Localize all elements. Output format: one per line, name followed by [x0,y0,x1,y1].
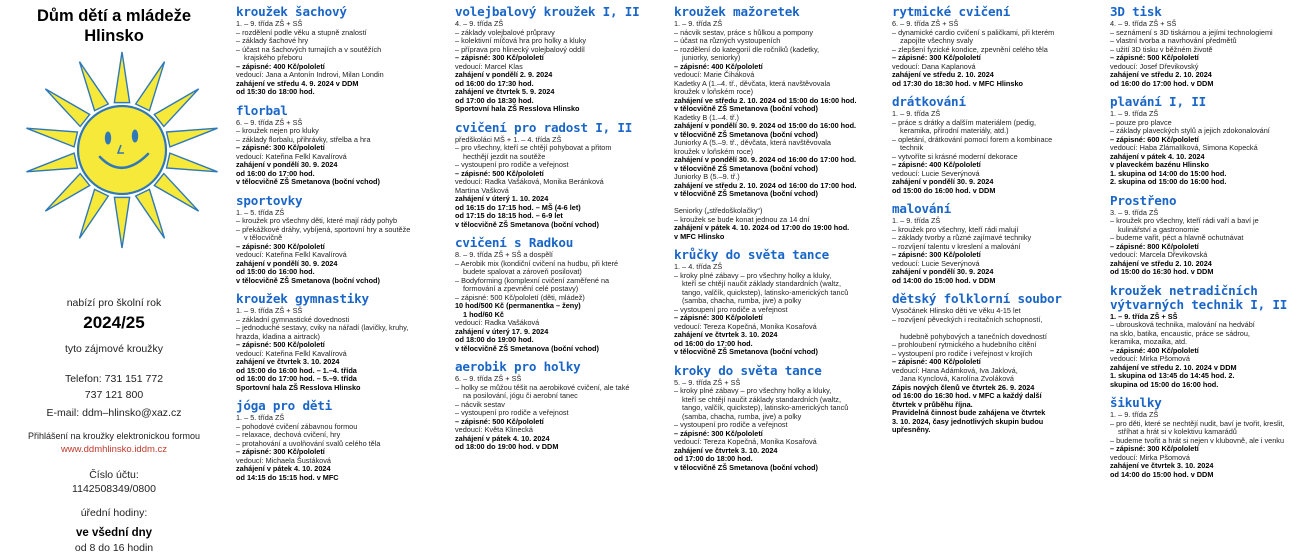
course-detail-line: vedoucí: Květa Klinecká [455,425,533,434]
sun-logo-icon [8,46,220,262]
phone-number-2: 737 121 800 [84,389,144,401]
course-detail-line: – opletání, drátkování pomocí forem a kombinace [892,134,1053,144]
course-detail-line: hudebně pohybových a tanečních dovedností [900,331,1047,341]
course-block [674,364,886,473]
left-info-panel [0,0,228,560]
course-detail-highlight: zahájení ve středu 2. 10. 2024 od 16:00 do 17:00 hod. [674,180,857,190]
course-detail-highlight: od 18:00 do 19:00 hod. v DDM [455,442,559,451]
course-detail-line: – základy volejbalové průpravy [455,27,555,37]
course-block [455,121,668,230]
course-title: aerobik pro holky [455,359,581,374]
course-detail-highlight: zahájení ve středu 4. 9. 2024 v DDM [236,78,359,88]
course-title: drátkování [892,94,966,109]
program-column-5 [1110,5,1310,557]
course-detail-highlight: skupina od 15:00 do 16:00 hod. [1110,379,1219,389]
course-detail-line: Vysočánek Hlinsko děti ve věku 4-15 let [892,306,1021,315]
school-year-label: nabízí pro školní rok [66,297,162,309]
course-detail-line: – holky se můžou těšit na aerobikové cvičení, ale také [455,382,630,392]
course-detail-line: tango, valčík, quickstep), latinsko-amerických tanců [682,287,849,297]
course-detail-highlight: 1. – 9. třída ZŠ + SŠ [1110,311,1178,321]
sun-ray [79,62,108,111]
organization-title-line-2: Hlinsko [84,27,144,45]
course-detail-line: – pro děti, které se nechtějí nudit, baví je tvořit, kreslit, [1110,418,1285,428]
course-detail-highlight: v MFC Hlinsko [674,231,725,241]
course-detail-highlight: v tělocvičně ZŠ Smetanova (boční vchod) [674,163,818,173]
course-detail-highlight: Sportovní hala ZŠ Resslova Hlinsko [455,104,580,113]
course-detail-line: – základy šachové hry [236,36,309,45]
account-label: Číslo účtu: [89,469,139,481]
course-detail-line: – rozdělení do kategorií dle ročníků (kadetky, [674,44,820,54]
course-detail-line: 5. – 9. třída ZŠ + SŠ [674,377,741,387]
course-detail-line: stříhat a hrát si v kolektivu kamarádů [1118,427,1237,436]
course-detail-highlight: v tělocvičně ZŠ Smetanova (boční vchod) [674,347,818,356]
course-detail-highlight: od 16:00 do 17:30 hod. [455,78,534,88]
course-detail-highlight: zahájení v pátek 4. 10. 2024 [236,464,331,473]
course-detail-line: – základní gymnastické dovednosti [236,314,350,324]
course-detail-line: – nácvik sestav [455,399,505,409]
course-detail-highlight: zahájení ve středu 2. 10. 2024 od 15:00 do 16:00 hod. [674,95,857,105]
course-detail-highlight: od 14:00 do 15:00 hod. v DDM [892,275,996,285]
course-block [674,5,886,241]
course-detail-line: – budeme tvořit a hrát si nejen v klubovně, ale i venku [1110,435,1285,445]
course-detail-line: 1. – 9. třída ZŠ [674,19,723,28]
course-detail-line: – Bodyforming (komplexní cvičení zaměřené na [455,275,610,285]
sun-ray [166,153,217,172]
sun-ray [79,189,108,238]
course-detail-highlight: od 17:30 do 18:30 hod. v MFC Hlinsko [892,78,1023,88]
website-link[interactable]: www.ddmhlinsko.iddm.cz [60,444,168,455]
course-detail-line: 4. – 9. třída ZŠ + SŠ [1110,19,1177,28]
course-detail-line: Juniorky A (5.–9. tř., děvčata, která navštěvovala [674,138,831,147]
course-title: kroužek gymnastiky [236,291,369,306]
course-detail-highlight: – zápisné: 500 Kč/pololetí [236,340,325,349]
course-detail-highlight: od 15:00 do 16:00 hod. – 1.–4. třída [236,365,357,375]
course-detail-line: (samba, chacha, rumba, jive) a polky [682,411,802,421]
course-detail-highlight: – zápisné: 400 Kč/pololetí [1110,345,1199,355]
course-detail-highlight: zahájení v pondělí 30. 9. 2024 [892,267,994,276]
organization-title-line-1: Dům dětí a mládeže [36,7,192,25]
course-detail-line: Jana Kynclová, Karolína Zvoláková [900,374,1014,383]
course-detail-line: keramika, přírodní materiály, atd.) [900,126,1009,135]
sun-ray [45,174,89,212]
course-detail-highlight: – zápisné: 300 Kč/pololetí [674,428,763,438]
email-address: E-mail: ddm–hlinsko@xaz.cz [46,407,182,419]
course-detail-line: – vystoupení pro rodiče a veřejnost [674,304,788,314]
course-detail-highlight: – zápisné: 400 Kč/pololetí [892,357,981,366]
course-detail-highlight: v plaveckém bazénu Hlinsko [1110,160,1209,169]
course-detail-highlight: 10 hod/500 Kč (permanentka – ženy) [455,301,581,310]
course-detail-highlight: čtvrtek v průběhu října. [892,399,973,409]
course-detail-line: – vystoupení pro rodiče i veřejnost v krojích [892,348,1033,358]
course-detail-highlight: zahájení v pondělí 30. 9. 2024 od 16:00 do 17:00 hod. [674,155,857,164]
course-detail-highlight: od 16:15 do 17:15 hod. – MŠ (4-6 let) [455,202,581,212]
course-detail-line: Kadetky B (1.–4. tř.) [674,112,739,122]
course-detail-highlight: od 16:00 do 17:00 hod. [674,338,753,348]
school-year: 2024/25 [83,313,145,332]
phone-number-1: Telefon: 731 151 772 [64,373,164,385]
course-detail-highlight: 1 hod/60 Kč [463,309,504,319]
course-title: šikulky [1110,395,1162,410]
course-block [236,104,448,187]
office-hours-days: ve všední dny [75,527,153,539]
course-title: kroky do světa tance [674,362,822,378]
course-detail-line: vedoucí: Kateřina Felkl Kavalírová [236,250,347,259]
course-detail-highlight: v tělocvičně ZŠ Smetanova (boční vchod) [236,275,380,285]
course-detail-highlight: Zápis nových členů ve čtvrtek 26. 9. 2024 [892,382,1035,392]
course-block [236,194,448,286]
course-detail-line: vedoucí: Haba Zlámalíková, Simona Kopecká [1110,143,1258,152]
course-title: volejbalový kroužek I, II [455,5,640,19]
course-detail-highlight: zahájení ve čtvrtek 5. 9. 2024 [455,87,555,96]
course-detail-line: vedoucí: Jana a Antonín Indrovi, Milan Londin [236,70,384,79]
course-title: cvičení s Radkou [455,235,574,250]
course-detail-line: vedoucí: Hana Adámková, Iva Jaklová, [892,365,1018,375]
course-detail-line: kroužek v loňském roce) [674,146,754,156]
course-detail-line: technik [900,143,924,152]
course-detail-highlight: od 14:00 do 15:00 hod. v DDM [1110,469,1214,479]
course-detail-line: hrazda, kladina a airtrack) [236,331,320,341]
course-detail-line: – pouze pro plavce [1110,117,1172,127]
course-detail-highlight: zahájení v pondělí 30. 9. 2024 [236,258,338,268]
course-detail-highlight: – zápisné: 300 Kč/pololetí [236,143,325,152]
course-detail-line: na sklo, batika, encaustic, práce se sádrou, [1110,328,1250,338]
course-detail-highlight: v tělocvičně ZŠ Smetanova (boční vchod) [455,219,599,229]
course-detail-highlight: – zápisné: 300 Kč/pololetí [674,313,763,322]
course-detail-line: vedoucí: Mirka Pšomová [1110,452,1190,462]
course-detail-line: vedoucí: Marie Čiháková [674,70,755,79]
course-detail-highlight: od 15:00 do 16:00 hod. v DDM [892,185,996,195]
course-detail-highlight: zahájení ve čtvrtek 3. 10. 2024 [236,357,340,366]
course-detail-highlight: zahájení ve čtvrtek 3. 10. 2024 [1110,461,1214,470]
course-detail-highlight: zahájení v pátek 4. 10. 2024 [1110,151,1205,161]
course-block [1110,95,1310,187]
course-detail-line: – Aerobik mix (kondiční cvičení na hudbu, při které [455,258,619,268]
course-detail-line: – rozvíjení talentu v kreslení a malování [892,241,1021,251]
course-detail-line: – zápisné: 500 Kč/pololetí (děti, mládež) [455,292,585,302]
course-detail-line: – zlepšení fyzické kondice, zpevnění celého těla [892,44,1048,54]
program-column-2 [455,5,668,557]
course-detail-line: – rozdělení podle věku a stupně znalostí [236,27,367,37]
course-detail-line: kteří se chtějí naučit základy standardních (waltz, [682,394,841,404]
course-detail-line: – užití 3D tisku v běžném životě [1110,44,1213,54]
course-title: kroužek netradičních výtvarných technik I, II [1110,282,1288,312]
course-detail-line: – budeme vařit, péct a hlavně ochutnávat [1110,233,1244,242]
course-detail-highlight: – zápisné: 500 Kč/pololetí [455,168,544,178]
course-detail-highlight: – zápisné: 500 Kč/pololetí [1110,53,1199,62]
course-detail-highlight: zahájení v pondělí 30. 9. 2024 od 15:00 do 16:00 hod. [674,121,857,130]
course-detail-highlight: od 18:00 do 19:00 hod. [455,335,534,344]
course-detail-line: – kroužek nejen pro kluky [236,126,319,135]
organization-title [0,6,228,46]
course-detail-highlight: zahájení v pondělí 2. 9. 2024 [455,70,553,79]
course-detail-highlight: – zápisné: 300 Kč/pololetí [455,53,544,62]
course-detail-line: vedoucí: Kateřina Felkl Kavalírová [236,151,347,161]
course-title: krůčky do světa tance [674,247,830,262]
course-detail-highlight: – zápisné: 300 Kč/pololetí [892,250,981,259]
course-block [236,399,448,482]
course-title: florbal [236,102,288,118]
course-detail-line: – kroužek pro všechny, kteří rádi malují [892,224,1019,234]
course-detail-line: 1. – 9. třída ZŠ + SŠ [236,19,303,28]
course-detail-line: vedoucí: Dana Kaplanová [892,61,976,71]
course-block [1110,194,1310,277]
program-column-4 [892,5,1104,557]
course-block [1110,284,1310,390]
course-detail-line: – kroky plné zábavy – pro všechny holky a kluky, [674,270,832,280]
course-detail-line: 3. – 9. třída ZŠ [1110,207,1159,217]
course-block [892,292,1104,435]
course-detail-line: 1. – 5. třída ZŠ [236,413,285,422]
course-detail-line: vedoucí: Josef Dřevikovský [1110,61,1199,71]
course-detail-line: vedoucí: Kateřina Felkl Kavalírová [236,348,347,358]
course-detail-line: budete spalovat a zároveň posilovat) [463,267,582,276]
course-block [1110,5,1310,88]
account-number: 1142508349/0800 [72,483,156,495]
course-detail-line: – vlastní tvorba a navrhování předmětů [1110,36,1237,45]
course-detail-line: 6. – 9. třída ZŠ + SŠ [236,117,303,127]
course-detail-highlight: od 16:00 do 17:00 hod. v DDM [1110,78,1214,88]
course-detail-line: – nácvik sestav, práce s hůlkou a pompony [674,27,813,37]
course-detail-highlight: zahájení ve středu 2. 10. 2024 v DDM [1110,362,1237,372]
course-block [892,95,1104,195]
course-detail-highlight: – zápisné: 300 Kč/pololetí [892,53,981,62]
course-detail-line: (samba, chacha, rumba, jive) a polky [682,296,802,305]
course-detail-line: vedoucí: Lucie Severýnová [892,168,980,178]
course-detail-line: juniorky, seniorky) [682,53,741,62]
course-detail-line: 1. – 9. třída ZŠ [1110,109,1159,118]
course-detail-line: vedoucí: Radka Vašáková, Monika Beránková [455,177,604,186]
online-registration-note: Přihlášení na kroužky elektronickou formou [27,431,201,441]
course-detail-line: 1. – 4. třída ZŠ [674,262,723,271]
course-detail-line: – prohloubení rytmického a hudebního cítění [892,340,1037,349]
course-detail-line: – kroky plné zábavy – pro všechny holky a kluky, [674,386,832,395]
course-detail-line: – účast na šachových turnajích a v soutěžích [236,44,382,54]
course-title: Prostřeno [1110,192,1177,208]
sun-eye-left [105,132,111,145]
course-detail-line: – vystoupení pro rodiče a veřejnost [455,160,569,169]
course-detail-highlight: – zápisné: 300 Kč/pololetí [236,241,325,251]
course-detail-line: vedoucí: Marcela Dřevikovská [1110,250,1208,259]
course-title: rytmické cvičení [892,5,1011,19]
course-detail-line: Seniorky („středoškolačky“) [674,206,763,215]
course-detail-line: vedoucí: Mirka Pšomová [1110,354,1190,363]
course-detail-highlight: v tělocvičně ZŠ Smetanova (boční vchod) [674,462,818,472]
course-detail-line: – vytvoříte si krásné moderní dekorace [892,151,1018,161]
course-detail-line: kroužek v loňském roce) [674,87,754,96]
course-detail-line: – seznámení s 3D tiskárnou a jejími technologiemi [1110,27,1273,37]
course-detail-highlight: od 17:00 do 18:00 hod. [674,454,753,463]
sun-ray [166,128,217,147]
course-detail-highlight: 1. skupina od 14:00 do 15:00 hod. [1110,168,1227,178]
course-detail-line: – dynamické cardio cvičení s paličkami, při kterém [892,27,1055,37]
course-detail-line: keramika, mozaika, atd. [1110,337,1188,346]
course-detail-highlight: zahájení ve středu 2. 10. 2024 [1110,258,1212,268]
course-detail-line: – pohodové cvičení zábavnou formou [236,421,358,431]
course-detail-line: hecthějí jezdit na soutěže [463,151,546,161]
course-block [892,5,1104,88]
offer-text: tyto zájmové kroužky [64,343,164,355]
course-detail-line: – účast na různých vystoupeních [674,36,781,45]
course-title: cvičení pro radost I, II [455,119,633,135]
course-block [455,360,668,452]
course-detail-line: vedoucí: Marcel Klas [455,61,523,71]
course-detail-highlight: 1. skupina od 13:45 do 14:45 hod. 2. [1110,371,1235,380]
office-hours-time: od 8 do 16 hodin [74,542,154,554]
sun-ray [154,89,198,127]
sun-ray [154,174,198,212]
course-title: 3D tisk [1110,5,1162,19]
sun-ray [136,62,165,111]
course-detail-line: – základy florbalu, přihrávky, střelba a hra [236,134,371,144]
course-detail-line: Martina Vašková [455,185,509,195]
course-detail-highlight: od 14:15 do 15:15 hod. v MFC [236,472,339,482]
course-detail-line: tango, valčík, quickstep), latinsko-amerických tanců [682,403,849,412]
course-detail-highlight: od 16:00 do 16:30 hod. v MFC a každý další [892,391,1042,400]
course-detail-highlight: od 15:00 do 16:00 hod. [236,267,315,276]
course-block [1110,396,1310,479]
course-detail-line: – relaxace, dechová cvičení, hry [236,430,341,439]
course-detail-line: – kroužek se bude konat jednou za 14 dní [674,214,810,224]
course-detail-highlight: – zápisné: 800 Kč/pololetí [1110,241,1199,251]
course-detail-line: zapojíte všechny svaly [900,36,974,45]
course-detail-line: vedoucí: Tereza Kopečná, Monika Kosařová [674,321,817,331]
sun-ray [26,153,77,172]
course-detail-highlight: zahájení ve středu 2. 10. 2024 [892,70,994,79]
course-detail-highlight: od 15:30 do 18:00 hod. [236,87,315,96]
course-detail-line: 1. – 9. třída ZŠ [1110,410,1159,419]
program-column-3 [674,5,886,557]
course-detail-highlight: upřesněny. [892,425,931,434]
course-detail-highlight: Pravidelná činnost bude zahájena ve čtvrtek [892,408,1046,417]
course-detail-line: vedoucí: Lucie Severýnová [892,258,980,268]
course-detail-line: – ubrousková technika, malování na hedvábí [1110,320,1255,329]
course-title: kroužek mažoretek [674,5,800,19]
course-detail-line: v tělocvičně [244,233,283,242]
course-detail-line: – jednoduché sestavy, cviky na nářadí (lavičky, kruhy, [236,323,409,332]
course-title: jóga pro děti [236,398,332,413]
course-detail-highlight: 3. 10. 2024, časy jednotlivých skupin budou [892,416,1044,426]
course-title: kroužek šachový [236,5,347,19]
sun-ray [45,89,89,127]
course-detail-highlight: od 16:00 do 17:00 hod. [236,168,315,178]
course-detail-highlight: od 17:15 do 18:15 hod. – 6-9 let [455,211,563,220]
course-detail-line: 6. – 9. třída ZŠ + SŠ [892,19,959,28]
course-detail-line: 1. – 5. třída ZŠ [236,207,285,217]
course-detail-highlight: Sportovní hala ZŠ Resslova Hlinsko [236,382,361,392]
course-detail-line: krajského přeboru [244,53,303,62]
course-detail-highlight: – zápisné: 300 Kč/pololetí [236,447,325,456]
course-detail-highlight: v tělocvičně ZŠ Smetanova (boční vchod) [674,189,818,198]
course-detail-highlight: v tělocvičně ZŠ Smetanova (boční vchod) [236,177,380,186]
course-detail-line: na posilování, jógu či aerobní tanec [463,391,578,400]
course-detail-line: 1. – 9. třída ZŠ [892,216,941,225]
course-detail-line: 8. – 9. třída ZŠ + SŠ a dospělí [455,250,553,259]
course-detail-line: vedoucí: Tereza Kopečná, Monika Kosařová [674,437,817,446]
course-detail-line: – kolektivní míčová hra pro holky a kluky [455,36,586,45]
course-detail-line: – překážkové dráhy, vybíjená, sportovní hry a soutěže [236,224,411,234]
course-detail-line: – základy plaveckých stylů a jejich zdokonalování [1110,126,1270,135]
course-detail-highlight: zahájení ve čtvrtek 3. 10. 2024 [674,330,778,339]
course-block [236,292,448,392]
sun-ray [136,189,165,238]
course-detail-highlight: zahájení v pondělí 30. 9. 2024 [236,160,338,169]
course-detail-highlight: zahájení v úterý 17. 9. 2024 [455,326,549,336]
course-detail-line: – protahování a uvolňování svalů celého těla [236,438,381,448]
sun-ray [114,197,129,248]
program-column-1 [236,5,448,557]
course-detail-line: kteří se chtějí naučit základy standardních (waltz, [682,279,841,288]
sun-ray [114,52,129,103]
course-detail-highlight: v tělocvičně ZŠ Smetanova (boční vchod) [455,343,599,353]
course-detail-line: Kadetky A (1.–4. tř., děvčata, která navštěvovala [674,78,831,88]
course-detail-line: Juniorky B (5.–9. tř.) [674,172,740,181]
course-detail-line: 6. – 9. třída ZŠ + SŠ [455,374,522,383]
course-detail-highlight: zahájení v úterý 1. 10. 2024 [455,194,549,203]
course-detail-highlight: od 17:00 do 18:30 hod. [455,95,534,105]
course-detail-line: – základy tvorby a různé zajímavé techniky [892,233,1032,242]
office-hours-label: úřední hodiny: [80,507,148,519]
sun-ray [26,128,77,147]
course-block [455,236,668,353]
course-detail-line: vedoucí: Radka Vašáková [455,318,540,327]
course-detail-line: – práce s drátky a dalším materiálem (pedig, [892,117,1036,127]
sun-eye-right [132,130,138,143]
course-detail-line: – příprava pro hlinecký volejbalový oddíl [455,44,585,54]
course-title: sportovky [236,192,303,208]
course-title: plavání I, II [1110,94,1206,109]
sun-face [78,106,166,194]
course-title: malování [892,201,952,216]
course-detail-line: 1. – 9. třída ZŠ + SŠ [236,306,303,315]
course-detail-line: – kroužek pro všechny děti, které mají rády pohyb [236,216,398,225]
course-detail-line: – pro všechny, kteří se chtějí pohybovat a přitom [455,143,612,152]
course-detail-highlight: – zápisné: 400 Kč/pololetí [674,61,763,71]
course-detail-highlight: zahájení ve středu 2. 10. 2024 [1110,70,1212,79]
course-detail-highlight: – zápisné: 300 Kč/pololetí [1110,444,1199,453]
course-detail-line: 4. – 9. třída ZŠ [455,19,504,28]
course-detail-line: vedoucí: Michaela Šustáková [236,455,331,465]
course-block [236,5,448,97]
course-title: dětský folklorní soubor [892,291,1062,306]
course-detail-highlight: – zápisné: 400 Kč/pololetí [892,160,981,169]
course-detail-line: 1. – 9. třída ZŠ [892,109,941,118]
course-detail-highlight: – zápisné: 400 Kč/pololetí [236,61,325,71]
course-detail-highlight: v tělocvičně ZŠ Smetanova (boční vchod) [674,129,818,139]
course-detail-highlight: zahájení ve čtvrtek 3. 10. 2024 [674,445,778,455]
course-detail-highlight: – zápisné: 600 Kč/pololetí [1110,134,1199,144]
course-detail-line: – vystoupení pro rodiče a veřejnost [674,420,788,429]
course-detail-highlight: zahájení v pátek 4. 10. 2024 [455,433,550,443]
course-detail-line: předškoláci MŠ + 1. – 4. třída ZŠ [455,134,562,144]
course-detail-line: – kroužek pro všechny, kteří rádi vaří a baví je [1110,216,1259,225]
course-detail-line: kulinářství a gastronomie [1118,224,1200,234]
course-detail-line: – vystoupení pro rodiče a veřejnost [455,408,569,417]
course-detail-highlight: zahájení v pátek 4. 10. 2024 od 17:00 do 19:00 hod. [674,223,850,232]
course-detail-highlight: zahájení v pondělí 30. 9. 2024 [892,177,994,186]
course-block [455,5,668,114]
course-detail-line: – rozvíjení pěveckých i recitačních schopností, [892,314,1043,324]
course-detail-highlight: – zápisné: 500 Kč/pololetí [455,416,544,426]
course-block [892,202,1104,285]
course-detail-line: formování a zpevnění celé postavy) [463,284,579,293]
course-detail-highlight: 2. skupina od 15:00 do 16:00 hod. [1110,177,1227,186]
course-detail-highlight: v tělocvičně ZŠ Smetanova (boční vchod) [674,104,818,113]
course-detail-highlight: od 16:00 do 17:00 hod. – 5.–9. třída [236,374,357,383]
course-block [674,248,886,357]
course-detail-highlight: od 15:00 do 16:30 hod. v DDM [1110,267,1214,276]
